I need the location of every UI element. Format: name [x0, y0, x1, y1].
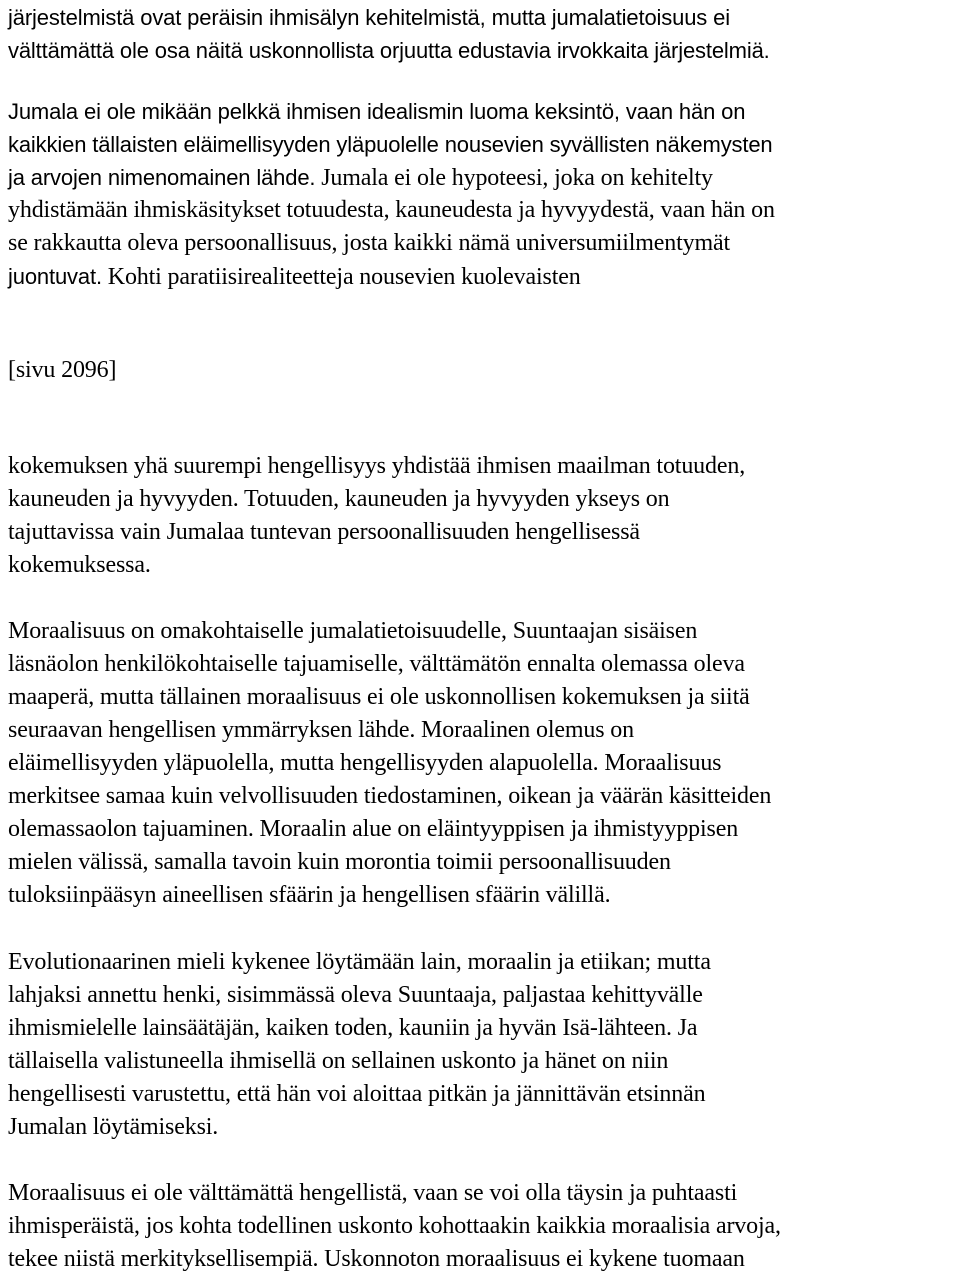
text-line: kokemuksen yhä suurempi hengellisyys yhdistää ihmisen maailman totuuden,	[8, 453, 746, 479]
text-segment: ja arvojen nimenomainen lähde.	[8, 165, 316, 190]
text-line: maaperä, mutta tällainen moraalisuus ei ole uskonnollisen kokemuksen ja siitä	[8, 684, 750, 710]
paragraph-morality-not-spiritual	[8, 1177, 958, 1276]
text-line: seuraavan hengellisen ymmärryksen lähde. Moraalinen olemus on	[8, 717, 634, 743]
text-line: ihmismielelle lainsäätäjän, kaiken toden, kauniin ja hyvän Isä-lähteen. Ja	[8, 1015, 698, 1041]
text-segment: Jumala ei ole hypoteesi, joka on kehitelty	[315, 165, 713, 191]
text-line: ihmisperäistä, jos kohta todellinen uskonto kohottaakin kaikkia moraalisia arvoja,	[8, 1213, 781, 1239]
text-line: järjestelmistä ovat peräisin ihmisälyn kehitelmistä, mutta jumalatietoisuus ei	[8, 5, 730, 30]
paragraph-continuation	[8, 1, 958, 67]
text-segment: kauneuden ja hyvyyden.	[8, 486, 239, 512]
text-line: Evolutionaarinen mieli kykenee löytämään lain, moraalin ja etiikan; mutta	[8, 949, 711, 975]
text-line	[8, 483, 958, 516]
text-line: hengellisesti varustettu, että hän voi aloittaa pitkän ja jännittävän etsinnän	[8, 1081, 706, 1107]
page-marker-text: [sivu 2096]	[8, 357, 117, 383]
text-line: Moraalisuus on omakohtaiselle jumalatietoisuudelle, Suuntaajan sisäisen	[8, 618, 698, 644]
text-line: se rakkautta oleva persoonallisuus, josta kaikki nämä universumiilmentymät	[8, 230, 731, 256]
text-line: Jumalan löytämiseksi.	[8, 1114, 219, 1140]
text-line: tällaisella valistuneella ihmisellä on sellainen uskonto ja hänet on niin	[8, 1048, 669, 1074]
paragraph-unity-of-truth	[8, 450, 958, 582]
text-line: läsnäolon henkilökohtaiselle tajuamiselle, välttämätön ennalta olemassa oleva	[8, 651, 745, 677]
text-line: merkitsee samaa kuin velvollisuuden tiedostaminen, oikean ja väärän käsitteiden	[8, 783, 772, 809]
text-segment: Totuuden, kauneuden ja hyvyyden ykseys on	[238, 486, 670, 512]
text-segment: juontuvat.	[8, 264, 102, 289]
paragraph-evolutionary-mind	[8, 946, 958, 1144]
text-line: tuloksiinpääsyn aineellisen sfäärin ja hengellisen sfäärin välillä.	[8, 882, 611, 908]
text-line	[8, 161, 958, 194]
text-line	[8, 260, 958, 293]
text-line: tajuttavissa vain Jumalaa tuntevan persoonallisuuden hengellisessä	[8, 519, 640, 545]
text-line: kaikkien tällaisten eläimellisyyden yläpuolelle nousevien syvällisten näkemysten	[8, 132, 773, 157]
text-line: eläimellisyyden yläpuolella, mutta hengellisyyden alapuolella. Moraalisuus	[8, 750, 722, 776]
text-line: Jumala ei ole mikään pelkkä ihmisen idealismin luoma keksintö, vaan hän on	[8, 99, 746, 124]
text-line: välttämättä ole osa näitä uskonnollista orjuutta edustavia irvokkaita järjestelmiä.	[8, 38, 770, 63]
paragraph-god-source	[8, 95, 958, 293]
text-line: kokemuksessa.	[8, 552, 151, 578]
text-line: olemassaolon tajuaminen. Moraalin alue on eläintyyppisen ja ihmistyyppisen	[8, 816, 739, 842]
text-line: lahjaksi annettu henki, sisimmässä oleva Suuntaaja, paljastaa kehittyvälle	[8, 982, 703, 1008]
text-line: mielen välissä, samalla tavoin kuin morontia toimii persoonallisuuden	[8, 849, 671, 875]
paragraph-morality	[8, 615, 958, 912]
text-line: tekee niistä merkityksellisempiä. Uskonnoton moraalisuus ei kykene tuomaan	[8, 1246, 745, 1272]
text-line: Moraalisuus ei ole välttämättä hengellistä, vaan se voi olla täysin ja puhtaasti	[8, 1180, 738, 1206]
text-segment: Kohti paratiisirealiteetteja nousevien kuolevaisten	[101, 264, 581, 290]
text-line: yhdistämään ihmiskäsitykset totuudesta, kauneudesta ja hyvyydestä, vaan hän on	[8, 197, 775, 223]
page-number-marker	[8, 354, 958, 387]
